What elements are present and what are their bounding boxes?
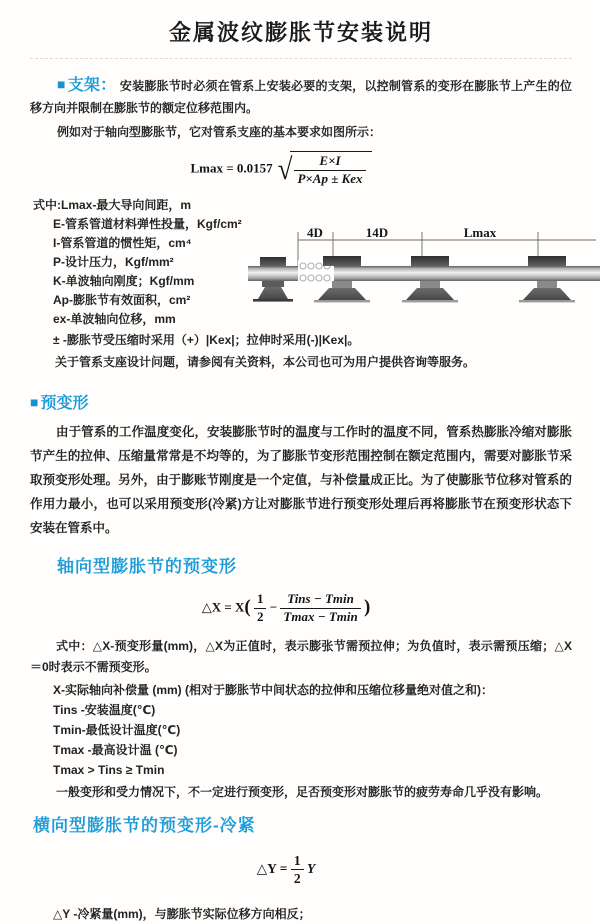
- definition-line: I-管系管道的惯性矩，cm⁴: [53, 235, 192, 250]
- definition-line: 式中:Lmax-最大导向间距，m: [33, 197, 192, 212]
- lateral-definition-line: △Y -冷紧量(mm)，与膨胀节实际位移方向相反；: [53, 906, 311, 921]
- one-half-fraction: [254, 591, 267, 626]
- formula1-numerator: E×I: [319, 153, 341, 168]
- half-denominator: 2: [254, 608, 267, 626]
- radical-sign: √: [277, 152, 293, 186]
- definition-line: K-单波轴向刚度；Kgf/mm: [53, 273, 195, 288]
- one-half-fraction: [291, 852, 304, 888]
- lateral-predeform-heading: 横向型膨胀节的预变形-冷紧: [33, 815, 256, 835]
- axial-definition-line: Tmax > Tins ≥ Tmin: [53, 762, 165, 777]
- axial-definition-line: Tmin-最低设计温度(℃): [53, 722, 181, 737]
- definition-line: E-管系管道材料弹性投量，Kgf/cm²: [53, 216, 242, 231]
- support-note-line: 关于管系支座设计问题，请参阅有关资料，本公司也可为用户提供咨询等服务。: [55, 354, 476, 369]
- definitions-and-diagram: [30, 196, 572, 329]
- half-numerator: 1: [256, 590, 264, 606]
- support-intro-text: 安装膨胀节时必须在管系上安装必要的支架，以控制管系的变形在膨胀节上产生的位移方向并限制在膨胀节的额定位移范围内。: [30, 79, 572, 115]
- guide-spacing-formula: [30, 151, 532, 188]
- predeform-paragraph: 由于管系的工作温度变化，安装膨胀节时的温度与工作时的温度不同，管系热膨胀冷缩对膨胀节产生的拉伸、压缩量常常是不均等的，为了膨胀节变形范围控制在额定范围内，需要对膨胀节采取预变形处理。另外，由于膨账节刚度是一个定值，与补偿量成正比。为了使膨胀节位移对管系的作用力最小，也可以采用预变形(冷紧)方让对膨胀节进行预变形处理后再将膨胀节在预变形状态下安装在管系中。: [30, 424, 572, 535]
- half-denominator: 2: [291, 869, 304, 888]
- radicand: [290, 151, 371, 188]
- definition-line: ex-单波轴向位移，mm: [53, 311, 176, 326]
- dimension-labels: [307, 226, 497, 240]
- close-paren: ): [363, 596, 371, 618]
- open-paren: (: [244, 596, 251, 618]
- axial-general-line: 一般变形和受力情况下，不一定进行预变形，足否预变形对膨胀节的疲劳寿命几乎没有影响。: [56, 784, 549, 799]
- axial-definition-line: X-实际轴向补偿量 (mm) (相对于膨胀节中间状态的拉伸和压缩位移量绝对值之和)：: [53, 682, 493, 697]
- predeform-section-heading: 预变形: [40, 394, 89, 412]
- temp-denominator: Tmax − Tmin: [280, 608, 360, 626]
- half-numerator: 1: [293, 852, 301, 868]
- formula3-rhs: Y: [306, 860, 316, 876]
- axial-explain-paragraph: 式中：△X-预变形量(mm)，△X为正值时，表示膨张节需预拉伸；为负值时，表示需预压缩；△X＝0时表示不需预变形。: [30, 638, 572, 674]
- formula1-lhs: Lmax = 0.0157: [190, 160, 273, 176]
- definition-line: Ap-膨胀节有效面积，cm²: [53, 292, 191, 307]
- minus-sign: −: [269, 599, 278, 615]
- support-section-heading: 支架：: [67, 77, 117, 94]
- predeform-section: [30, 390, 572, 924]
- formula1-denominator: P×Ap ± Kex: [294, 170, 365, 188]
- support-example-line: 例如对于轴向型膨胀节，它对管系支座的基本要求如图所示：: [57, 125, 382, 139]
- label-4d: 4D: [307, 225, 323, 240]
- predeform-heading-row: [30, 390, 572, 413]
- lateral-predeform-formula: [30, 852, 542, 888]
- blue-square-icon: ■: [30, 393, 39, 410]
- formula1-fraction: [294, 153, 365, 188]
- formula2-lhs: △X = X: [201, 599, 245, 615]
- formula3-lhs: △Y =: [256, 860, 288, 876]
- temperature-fraction: [280, 591, 360, 626]
- axial-definition-line: Tmax -最高设计温 (℃): [53, 742, 178, 757]
- label-lmax: Lmax: [463, 225, 497, 240]
- axial-predeform-heading: 轴向型膨胀节的预变形: [57, 556, 237, 576]
- pipe-support-diagram: [248, 226, 600, 326]
- axial-definition-line: Tins -安装温度(℃): [53, 702, 156, 717]
- temp-numerator: Tins − Tmin: [287, 590, 354, 606]
- definition-line: P-设计压力，Kgf/mm²: [53, 254, 174, 269]
- label-14d: 14D: [365, 225, 389, 240]
- plus-minus-definition: ± -膨胀节受压缩时采用（+）|Kex|；拉伸时采用(-)|Kex|。: [53, 332, 360, 347]
- blue-square-icon: ■: [57, 76, 66, 92]
- support-intro-paragraph: [30, 73, 572, 119]
- page-title: 金属波纹膨胀节安装说明: [30, 16, 572, 59]
- axial-predeform-formula: [30, 591, 542, 626]
